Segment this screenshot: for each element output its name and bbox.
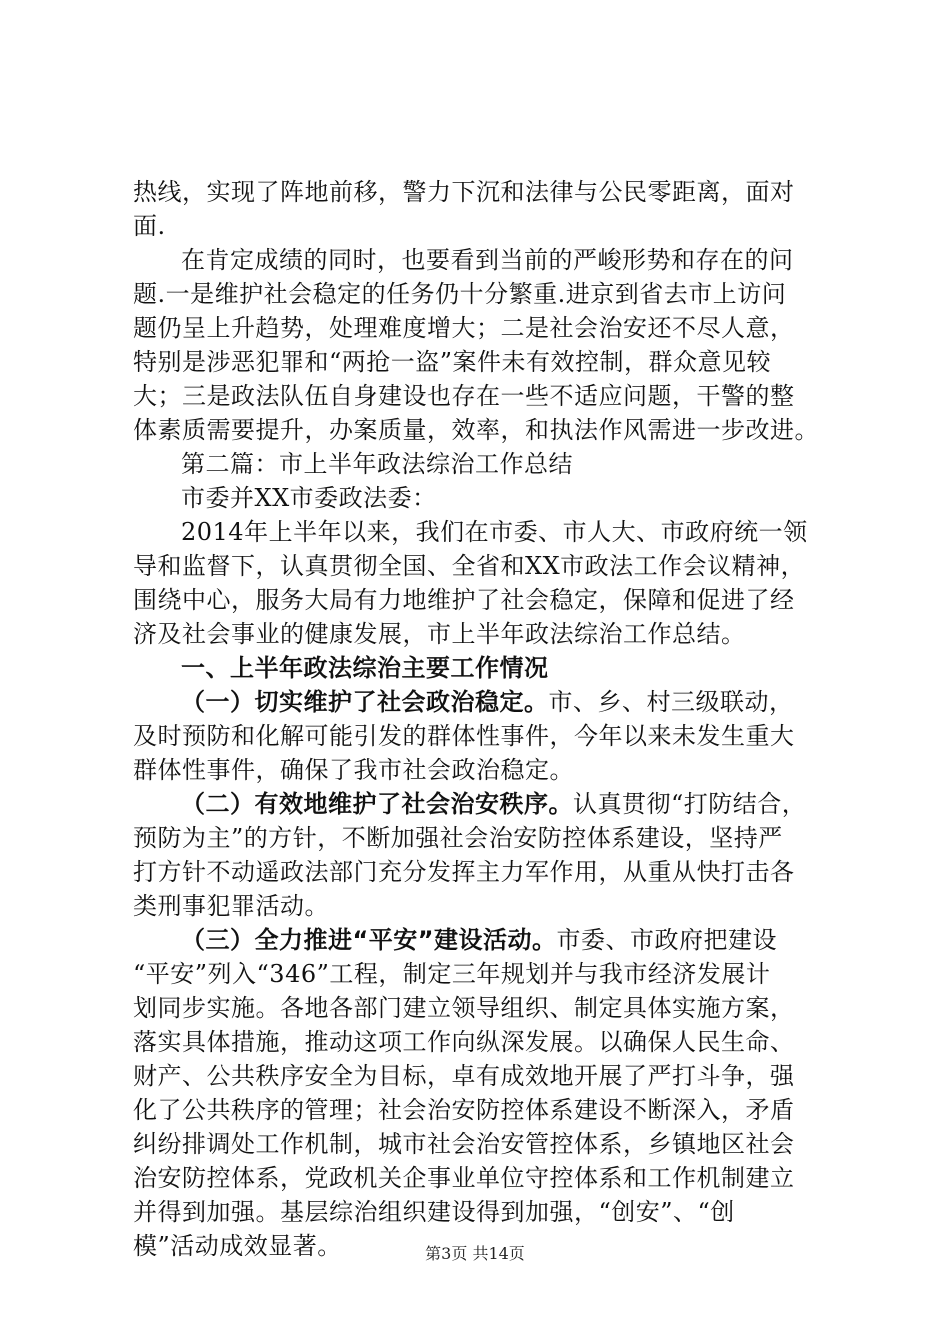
page-number-footer: 第3页 共14页	[425, 1244, 525, 1263]
text-line: 群体性事件，确保了我市社会政治稳定。	[133, 756, 574, 784]
text-line: “平安”列入“346”工程，制定三年规划并与我市经济发展计	[133, 960, 771, 988]
item-1-title: （一）切实维护了社会政治稳定。	[181, 688, 549, 716]
text-line: 导和监督下，认真贯彻全国、全省和XX市政法工作会议精神，	[133, 552, 806, 580]
item-2-title: （二）有效地维护了社会治安秩序。	[181, 790, 573, 818]
text-line: 2014年上半年以来，我们在市委、市人大、市政府统一领	[181, 518, 808, 546]
text-line: 济及社会事业的健康发展，市上半年政法综治工作总结。	[133, 620, 746, 648]
item-2-text: 认真贯彻“打防结合，	[573, 790, 807, 818]
text-line: 治安防控体系，党政机关企事业单位守控体系和工作机制建立	[133, 1164, 795, 1192]
text-line: 题.一是维护社会稳定的任务仍十分繁重.进京到省去市上访问	[133, 280, 787, 308]
item-3-first-line	[133, 923, 833, 957]
text-line: 题仍呈上升趋势，处理难度增大；二是社会治安还不尽人意，	[133, 314, 795, 342]
text-line: 体素质需要提升，办案质量，效率，和执法作风需进一步改进。	[133, 416, 819, 444]
item-1-text: 市、乡、村三级联动，	[548, 688, 794, 716]
text-line: 划同步实施。各地各部门建立领导组织、制定具体实施方案，	[133, 994, 795, 1022]
text-line: 落实具体措施，推动这项工作向纵深发展。以确保人民生命、	[133, 1028, 795, 1056]
section-title: 第二篇：市上半年政法综治工作总结	[181, 450, 573, 478]
salutation: 市委并XX市委政法委：	[181, 484, 437, 512]
text-line: 在肯定成绩的同时，也要看到当前的严峻形势和存在的问	[181, 246, 794, 274]
text-line: 打方针不动遥政法部门充分发挥主力军作用，从重从快打击各	[133, 858, 795, 886]
text-line: 预防为主”的方针，不断加强社会治安防控体系建设，坚持严	[133, 824, 783, 852]
text-line: 财产、公共秩序安全为目标，卓有成效地开展了严打斗争，强	[133, 1062, 795, 1090]
item-3-text: 市委、市政府把建设	[556, 926, 778, 954]
text-line: 并得到加强。基层综治组织建设得到加强，“创安”、“创	[133, 1198, 735, 1226]
document-body	[133, 175, 833, 1263]
text-line: 特别是涉恶犯罪和“两抢一盗”案件未有效控制，群众意见较	[133, 348, 772, 376]
text-line: 面.	[133, 212, 166, 240]
text-line: 热线，实现了阵地前移，警力下沉和法律与公民零距离，面对	[133, 178, 795, 206]
text-line: 围绕中心，服务大局有力地维护了社会稳定，保障和促进了经	[133, 586, 795, 614]
item-1-first-line	[133, 685, 833, 719]
text-line: 及时预防和化解可能引发的群体性事件，今年以来未发生重大	[133, 722, 795, 750]
item-2-first-line	[133, 787, 833, 821]
text-line: 纠纷排调处工作机制，城市社会治安管控体系，乡镇地区社会	[133, 1130, 795, 1158]
text-line: 化了公共秩序的管理；社会治安防控体系建设不断深入，矛盾	[133, 1096, 795, 1124]
text-line: 大；三是政法队伍自身建设也存在一些不适应问题，干警的整	[133, 382, 795, 410]
heading-main-work: 一、上半年政法综治主要工作情况	[181, 654, 549, 682]
text-line: 类刑事犯罪活动。	[133, 892, 329, 920]
item-3-title: （三）全力推进“平安”建设活动。	[181, 926, 557, 954]
text-line: 模”活动成效显著。	[133, 1232, 342, 1260]
